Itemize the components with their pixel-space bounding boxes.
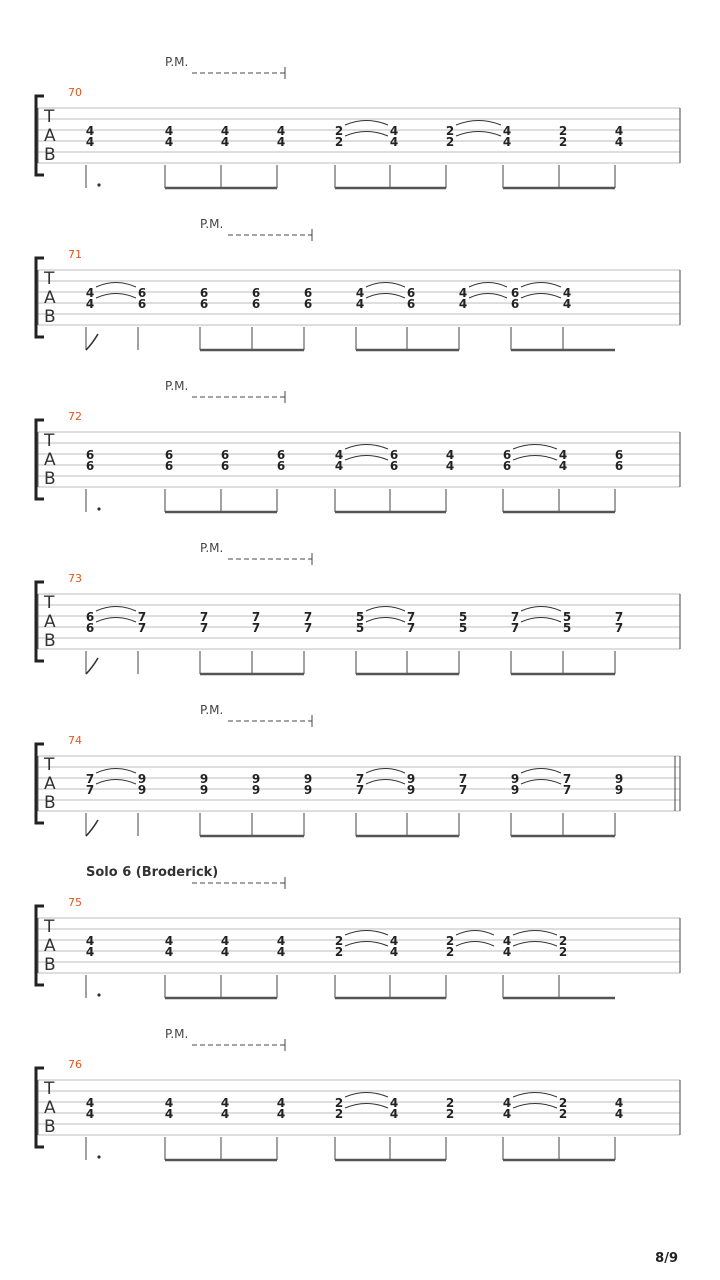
fret-number: 9 (614, 783, 624, 797)
tab-clef-letter: B (44, 793, 56, 813)
tab-system (36, 703, 680, 836)
fret-number: 4 (85, 135, 95, 149)
fret-number: 4 (355, 297, 365, 311)
fret-number: 4 (389, 934, 399, 948)
fret-number: 7 (303, 610, 313, 624)
fret-number: 4 (614, 1096, 624, 1110)
fret-number: 6 (502, 459, 512, 473)
tie-arc (345, 1104, 388, 1109)
fret-number: 7 (510, 621, 520, 635)
fret-number: 2 (445, 945, 455, 959)
tab-system (36, 541, 680, 674)
fret-number: 4 (220, 124, 230, 138)
tie-arc (366, 769, 405, 774)
fret-number: 6 (85, 459, 95, 473)
section-title: Solo 6 (Broderick) (86, 865, 219, 880)
fret-number: 9 (251, 783, 261, 797)
tab-clef-letter: T (44, 917, 55, 937)
fret-number: 4 (389, 945, 399, 959)
fret-number: 4 (276, 945, 286, 959)
fret-number: 4 (445, 448, 455, 462)
page-number: 8/9 (655, 1251, 678, 1266)
tab-clef-letter: B (44, 469, 56, 489)
fret-number: 4 (562, 297, 572, 311)
tie-arc (513, 931, 557, 936)
fret-number: 4 (558, 448, 568, 462)
tab-clef-letter: A (44, 612, 56, 632)
fret-number: 4 (276, 124, 286, 138)
fret-number: 9 (199, 783, 209, 797)
fret-number: 2 (558, 135, 568, 149)
tie-arc (469, 283, 507, 288)
fret-number: 6 (502, 448, 512, 462)
fret-number: 7 (562, 772, 572, 786)
tie-arc (521, 780, 561, 785)
fret-number: 6 (220, 448, 230, 462)
tie-arc (96, 294, 136, 299)
tab-clef-letter: T (44, 431, 55, 451)
fret-number: 4 (614, 135, 624, 149)
fret-number: 6 (510, 286, 520, 300)
fret-number: 4 (164, 135, 174, 149)
tie-arc (345, 1093, 388, 1098)
fret-number: 7 (137, 610, 147, 624)
eighth-flag (86, 658, 98, 674)
fret-number: 4 (502, 135, 512, 149)
tab-system (36, 55, 680, 188)
fret-number: 4 (85, 286, 95, 300)
fret-number: 9 (406, 772, 416, 786)
fret-number: 4 (389, 135, 399, 149)
fret-number: 6 (276, 459, 286, 473)
fret-number: 2 (558, 1107, 568, 1121)
fret-number: 6 (137, 297, 147, 311)
tie-arc (96, 780, 136, 785)
tab-clef-letter: T (44, 755, 55, 775)
tie-arc (366, 618, 405, 623)
tie-arc (513, 445, 557, 450)
measure-number: 71 (68, 248, 82, 261)
fret-number: 5 (458, 621, 468, 635)
fret-number: 7 (199, 621, 209, 635)
tie-arc (456, 121, 501, 126)
fret-number: 9 (510, 772, 520, 786)
fret-number: 2 (558, 1096, 568, 1110)
tie-arc (366, 294, 405, 299)
tab-system (36, 379, 680, 512)
fret-number: 7 (137, 621, 147, 635)
fret-number: 6 (303, 286, 313, 300)
fret-number: 6 (614, 448, 624, 462)
palm-mute-label: P.M. (200, 703, 224, 717)
palm-mute-label: P.M. (165, 1027, 189, 1041)
tie-arc (366, 607, 405, 612)
tie-arc (345, 942, 388, 947)
fret-number: 2 (558, 934, 568, 948)
fret-number: 7 (303, 621, 313, 635)
fret-number: 7 (562, 783, 572, 797)
fret-number: 6 (251, 297, 261, 311)
rhythm-dot (97, 183, 100, 186)
fret-number: 5 (355, 621, 365, 635)
rhythm-dot (97, 993, 100, 996)
fret-number: 6 (251, 286, 261, 300)
fret-number: 7 (406, 621, 416, 635)
tie-arc (345, 121, 388, 126)
fret-number: 6 (85, 448, 95, 462)
tie-arc (96, 769, 136, 774)
fret-number: 4 (276, 1096, 286, 1110)
fret-number: 4 (85, 297, 95, 311)
tab-clef-letter: A (44, 774, 56, 794)
fret-number: 7 (406, 610, 416, 624)
fret-number: 4 (164, 934, 174, 948)
fret-number: 2 (334, 1096, 344, 1110)
tab-clef-letter: A (44, 936, 56, 956)
tie-arc (366, 283, 405, 288)
tab-clef-letter: T (44, 107, 55, 127)
fret-number: 4 (220, 945, 230, 959)
fret-number: 5 (562, 621, 572, 635)
fret-number: 6 (510, 297, 520, 311)
tab-system (36, 865, 680, 998)
fret-number: 9 (251, 772, 261, 786)
fret-number: 2 (334, 934, 344, 948)
fret-number: 2 (445, 1107, 455, 1121)
tab-clef-letter: B (44, 955, 56, 975)
tie-arc (456, 942, 494, 947)
fret-number: 4 (502, 1096, 512, 1110)
fret-number: 4 (389, 1096, 399, 1110)
fret-number: 7 (85, 772, 95, 786)
fret-number: 2 (445, 135, 455, 149)
fret-number: 6 (164, 448, 174, 462)
fret-number: 7 (85, 783, 95, 797)
fret-number: 4 (355, 286, 365, 300)
fret-number: 9 (137, 772, 147, 786)
fret-number: 7 (251, 621, 261, 635)
tie-arc (456, 931, 494, 936)
tab-clef-letter: A (44, 288, 56, 308)
fret-number: 6 (199, 297, 209, 311)
fret-number: 2 (558, 945, 568, 959)
fret-number: 4 (220, 1096, 230, 1110)
measure-number: 72 (68, 410, 82, 423)
tie-arc (513, 456, 557, 461)
fret-number: 4 (276, 934, 286, 948)
fret-number: 4 (85, 1107, 95, 1121)
tab-clef-letter: B (44, 307, 56, 327)
fret-number: 7 (355, 783, 365, 797)
tab-system (36, 217, 680, 350)
fret-number: 4 (558, 459, 568, 473)
fret-number: 4 (502, 934, 512, 948)
palm-mute-label: P.M. (200, 541, 224, 555)
fret-number: 6 (85, 621, 95, 635)
fret-number: 2 (334, 945, 344, 959)
tie-arc (345, 445, 388, 450)
fret-number: 6 (389, 459, 399, 473)
measure-number: 73 (68, 572, 82, 585)
tab-clef-letter: T (44, 1079, 55, 1099)
fret-number: 6 (220, 459, 230, 473)
fret-number: 6 (164, 459, 174, 473)
fret-number: 9 (137, 783, 147, 797)
fret-number: 4 (220, 135, 230, 149)
fret-number: 9 (510, 783, 520, 797)
tie-arc (96, 607, 136, 612)
fret-number: 4 (334, 459, 344, 473)
fret-number: 2 (558, 124, 568, 138)
fret-number: 7 (355, 772, 365, 786)
tie-arc (513, 1093, 557, 1098)
tab-clef-letter: A (44, 1098, 56, 1118)
fret-number: 7 (458, 772, 468, 786)
fret-number: 4 (614, 124, 624, 138)
fret-number: 4 (164, 1107, 174, 1121)
tab-clef-letter: A (44, 126, 56, 146)
palm-mute-label: P.M. (165, 55, 189, 69)
tie-arc (456, 132, 501, 137)
measure-number: 76 (68, 1058, 82, 1071)
fret-number: 5 (355, 610, 365, 624)
fret-number: 6 (199, 286, 209, 300)
fret-number: 4 (276, 135, 286, 149)
fret-number: 4 (458, 297, 468, 311)
fret-number: 4 (164, 1096, 174, 1110)
fret-number: 2 (445, 124, 455, 138)
tab-clef-letter: B (44, 631, 56, 651)
fret-number: 6 (137, 286, 147, 300)
tie-arc (345, 456, 388, 461)
tie-arc (469, 294, 507, 299)
tab-clef-letter: B (44, 145, 56, 165)
eighth-flag (86, 334, 98, 350)
fret-number: 5 (458, 610, 468, 624)
fret-number: 6 (276, 448, 286, 462)
fret-number: 9 (303, 772, 313, 786)
fret-number: 7 (458, 783, 468, 797)
fret-number: 7 (199, 610, 209, 624)
fret-number: 4 (502, 124, 512, 138)
fret-number: 4 (389, 1107, 399, 1121)
rhythm-dot (97, 507, 100, 510)
fret-number: 9 (614, 772, 624, 786)
tie-arc (521, 769, 561, 774)
fret-number: 6 (406, 286, 416, 300)
tab-clef-letter: A (44, 450, 56, 470)
tie-arc (96, 283, 136, 288)
fret-number: 4 (164, 124, 174, 138)
fret-number: 4 (220, 1107, 230, 1121)
tie-arc (521, 618, 561, 623)
fret-number: 9 (199, 772, 209, 786)
fret-number: 7 (614, 610, 624, 624)
fret-number: 4 (614, 1107, 624, 1121)
fret-number: 7 (251, 610, 261, 624)
fret-number: 4 (502, 945, 512, 959)
tie-arc (345, 132, 388, 137)
fret-number: 2 (334, 1107, 344, 1121)
fret-number: 6 (614, 459, 624, 473)
fret-number: 7 (614, 621, 624, 635)
fret-number: 6 (303, 297, 313, 311)
fret-number: 4 (220, 934, 230, 948)
fret-number: 6 (85, 610, 95, 624)
fret-number: 4 (445, 459, 455, 473)
tie-arc (513, 942, 557, 947)
tie-arc (521, 607, 561, 612)
fret-number: 6 (406, 297, 416, 311)
fret-number: 2 (445, 1096, 455, 1110)
fret-number: 6 (389, 448, 399, 462)
measure-number: 74 (68, 734, 82, 747)
tab-clef-letter: T (44, 593, 55, 613)
systems-layer (36, 55, 680, 1160)
fret-number: 4 (85, 124, 95, 138)
tab-clef-letter: B (44, 1117, 56, 1137)
eighth-flag (86, 820, 98, 836)
tie-arc (521, 294, 561, 299)
tie-arc (345, 931, 388, 936)
fret-number: 5 (562, 610, 572, 624)
fret-number: 4 (85, 1096, 95, 1110)
fret-number: 4 (164, 945, 174, 959)
tab-clef-letter: T (44, 269, 55, 289)
fret-number: 2 (445, 934, 455, 948)
tie-arc (366, 780, 405, 785)
fret-number: 9 (303, 783, 313, 797)
fret-number: 4 (389, 124, 399, 138)
fret-number: 4 (276, 1107, 286, 1121)
fret-number: 2 (334, 124, 344, 138)
fret-number: 4 (502, 1107, 512, 1121)
palm-mute-label: P.M. (165, 379, 189, 393)
fret-number: 2 (334, 135, 344, 149)
tie-arc (96, 618, 136, 623)
fret-number: 9 (406, 783, 416, 797)
fret-number: 4 (85, 945, 95, 959)
tie-arc (513, 1104, 557, 1109)
tab-system (36, 1027, 680, 1160)
fret-number: 4 (562, 286, 572, 300)
measure-number: 75 (68, 896, 82, 909)
tie-arc (521, 283, 561, 288)
rhythm-dot (97, 1155, 100, 1158)
measure-number: 70 (68, 86, 82, 99)
palm-mute-label: P.M. (200, 217, 224, 231)
fret-number: 4 (458, 286, 468, 300)
fret-number: 4 (85, 934, 95, 948)
fret-number: 4 (334, 448, 344, 462)
fret-number: 7 (510, 610, 520, 624)
